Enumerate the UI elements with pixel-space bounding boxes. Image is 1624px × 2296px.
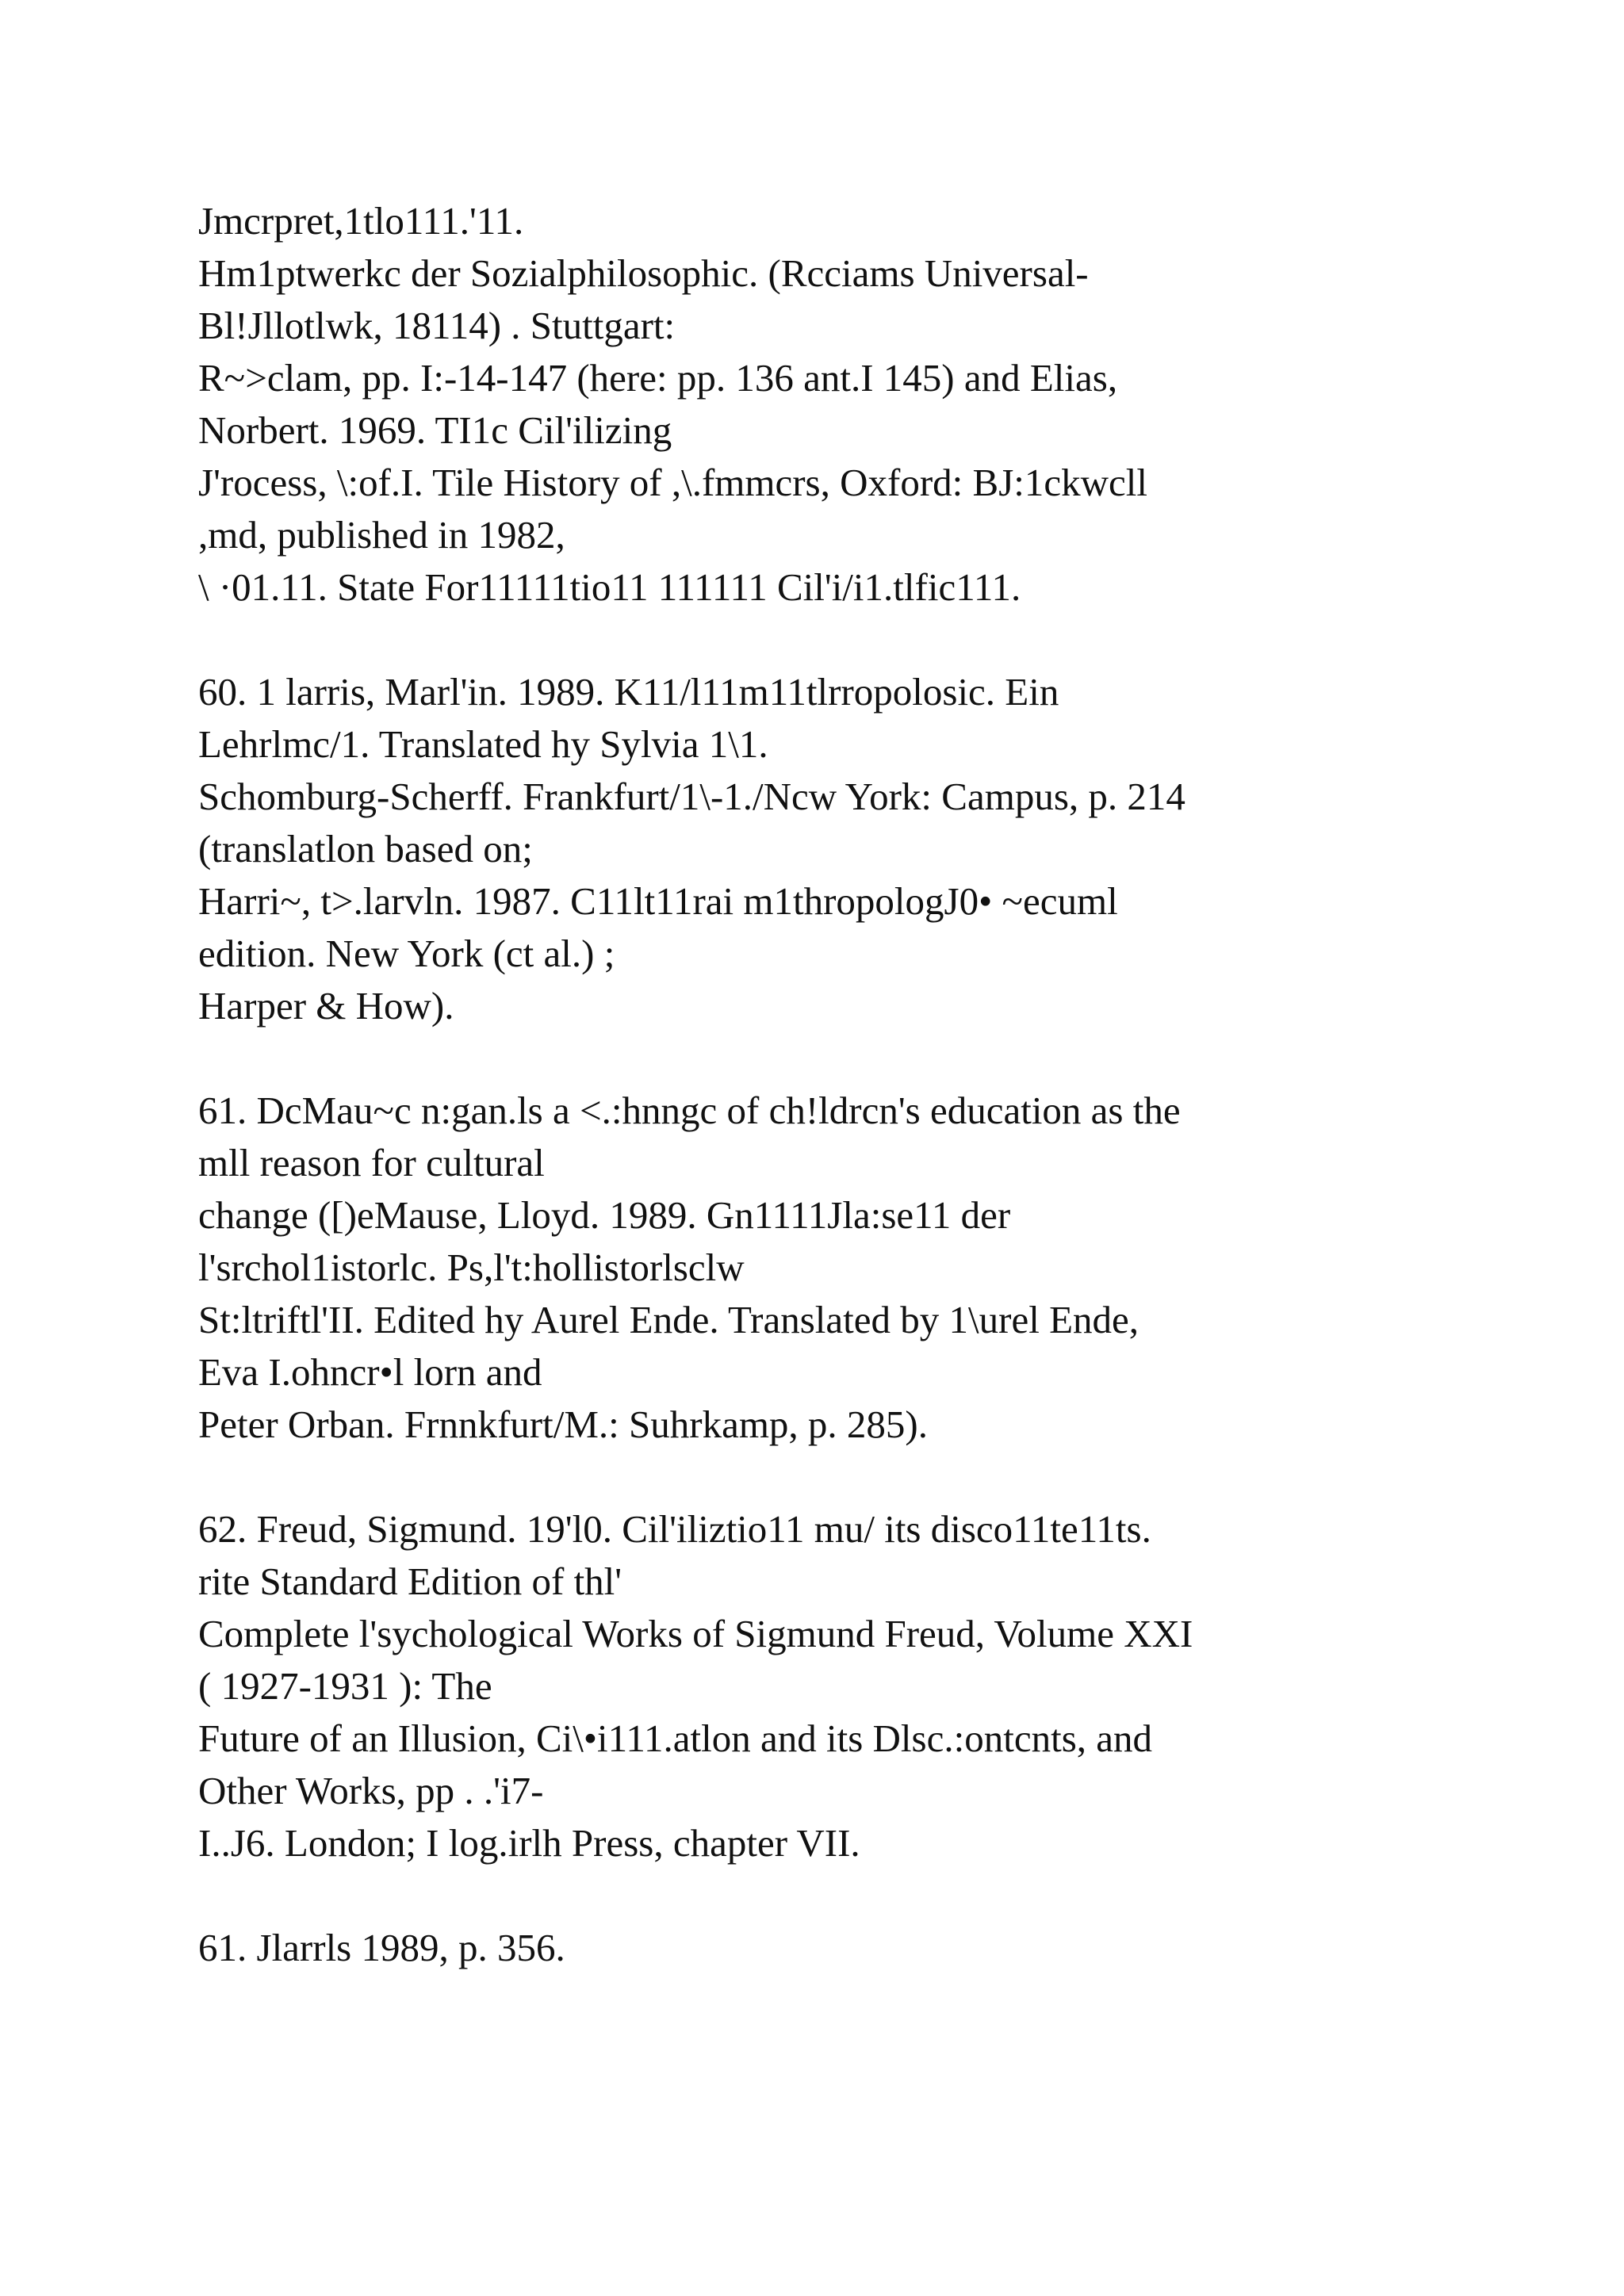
text-line: R~>clam, pp. I:-14-147 (here: pp. 136 ant.I 145) and Elias, [198,356,1118,400]
text-line: I..J6. London; I log.irlh Press, chapter VII. [198,1821,860,1865]
text-line: ( 1927-1931 ): The [198,1664,492,1708]
text-line: edition. New York (ct al.) ; [198,932,615,975]
text-line: change ([)eMause, Lloyd. 1989. Gn1111Jla:se11 der [198,1193,1011,1237]
text-line: Norbert. 1969. TI1c Cil'ilizing [198,408,672,452]
text-line: Schomburg-Scherff. Frankfurt/1\-1./Ncw York: Campus, p. 214 [198,775,1185,818]
text-line: ,md, published in 1982, [198,513,565,557]
text-line: Harper & How). [198,984,454,1027]
note-paragraph [198,1503,1546,1869]
note-paragraph [198,195,1546,614]
note-paragraph [198,1922,1546,1974]
text-line: Hm1ptwerkc der Sozialphilosophic. (Rcciams Universal- [198,251,1089,295]
text-line: Complete l'sychological Works of Sigmund Freud, Volume XXI [198,1612,1193,1655]
text-line: J'rocess, \:of.I. Tile History of ,\.fmmcrs, Oxford: BJ:1ckwcll [198,461,1147,504]
text-line: Bl!Jllotlwk, 18114) . Stuttgart: [198,304,676,347]
text-line: Eva I.ohncr•l lorn and [198,1350,542,1394]
text-line: rite Standard Edition of thl' [198,1559,622,1603]
text-line: Other Works, pp . .'i7- [198,1769,544,1812]
text-line: Harri~, t>.larvln. 1987. C11lt11rai m1thropologJ0• ~ecuml [198,879,1118,923]
text-line: Future of an Illusion, Ci\•i111.atlon and its Dlsc.:ontcnts, and [198,1716,1153,1760]
text-line: Jmcrpret,1tlo111.'11. [198,199,524,243]
text-line: Lehrlmc/1. Translated hy Sylvia 1\1. [198,722,768,766]
text-line: Peter Orban. Frnnkfurt/M.: Suhrkamp, p. 285). [198,1402,928,1446]
text-line: St:ltriftl'II. Edited hy Aurel Ende. Translated by 1\urel Ende, [198,1298,1139,1341]
text-line: 60. 1 larris, Marl'in. 1989. K11/l11m11tlrropolosic. Ein [198,670,1059,714]
note-paragraph [198,1085,1546,1451]
document-page [198,195,1546,2026]
note-paragraph [198,666,1546,1032]
text-line: 62. Freud, Sigmund. 19'l0. Cil'iliztio11 mu/ its disco11te11ts. [198,1507,1151,1551]
text-line: l'srchol1istorlc. Ps,l't:hollistorlsclw [198,1246,745,1289]
text-line: mll reason for cultural [198,1141,545,1184]
text-line: (translatlon based on; [198,827,533,871]
text-line: 61. Jlarrls 1989, p. 356. [198,1926,565,1969]
text-line: 61. DcMau~c n:gan.ls a <.:hnngc of ch!ldrcn's education as the [198,1089,1181,1132]
text-line: \ ·01.11. State For11111tio11 111111 Cil'i/i1.tlfic111. [198,565,1021,609]
